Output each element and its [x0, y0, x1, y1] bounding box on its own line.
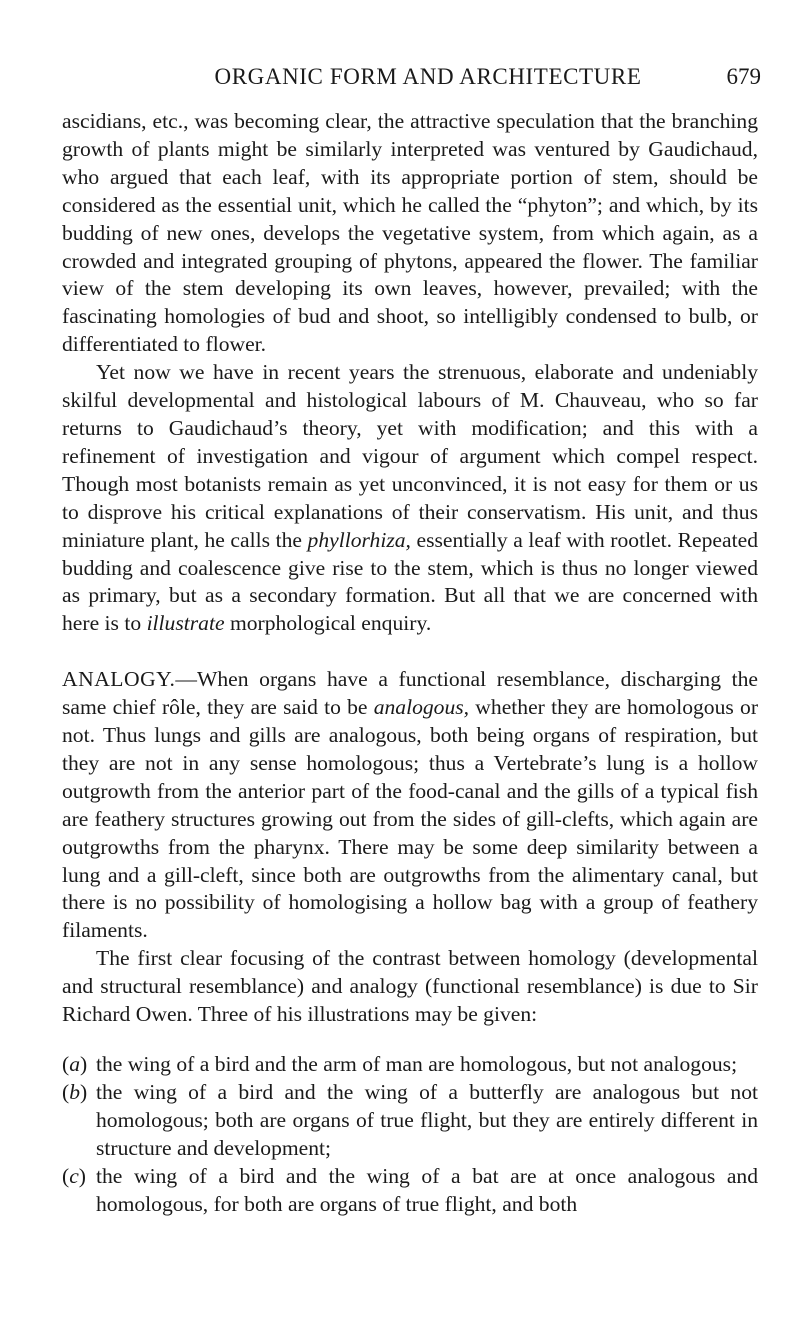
paragraph-analogy-text-a: —When organs have a functional resemblance, discharging the same chief rôle, they are said to be — [62, 667, 758, 720]
owen-illustrations-list — [62, 1051, 758, 1218]
paragraph-2 — [62, 359, 758, 638]
paragraph-2-text-c: morphological enquiry. — [224, 611, 432, 636]
list-item-text: the wing of a bird and the wing of a butterfly are analogous but not homologous; both are organs of true flight, but they are entirely different in structure and development; — [96, 1079, 758, 1160]
paragraph-analogy-text-b: whether they are homologous or not. Thus lungs and gills are analogous, both being organs of respiration, but they are not in any sense homologous; thus a Vertebrate’s lung is a hollow outgrowth from the anterior part of the food-canal and the gills of a typical fish are feathery structures growing out from the sides of gill-clefts, which again are outgrowths from the pharynx. There may be some deep similarity between a lung and a gill-cleft, since both are outgrowths from the alimentary canal, but there is no possibility of homologising a hollow bag with a group of feathery filaments. — [62, 695, 759, 943]
running-head: ORGANIC FORM AND ARCHITECTURE — [214, 64, 642, 89]
page-number: 679 — [726, 64, 761, 89]
list-item-label: (c) — [62, 1163, 86, 1188]
paragraph-2-text-b: essentially a leaf with rootlet. Repeated budding and coalescence give rise to the stem, which is thus no longer viewed as primary, but as a secondary formation. But all that we are concerned with here is to — [62, 527, 758, 636]
list-item — [62, 1163, 758, 1219]
paragraph-1: ascidians, etc., was becoming clear, the attractive speculation that the branching growth of plants might be similarly interpreted was ventured by Gaudichaud, who argued that each leaf, with its appropriate portion of stem, should be considered as the essential unit, which he called the “phyton”; and which, by its budding of new ones, develops the vegetative system, from which again, as a crowded and integrated grouping of phytons, appeared the flower. The familiar view of the stem developing its own leaves, however, prevailed; with the fascinating homologies of bud and shoot, so intelligibly condensed to bulb, or differentiated to flower. — [62, 109, 758, 357]
list-item-text: the wing of a bird and the wing of a bat are at once analogous and homologous, for both are organs of true flight, and both — [96, 1163, 758, 1216]
list-item — [62, 1079, 758, 1163]
paragraph-4: The first clear focusing of the contrast between homology (developmental and structural resemblance) and analogy (functional resemblance) is due to Sir Richard Owen. Three of his illustrations may be given: — [62, 946, 758, 1027]
term-phyllorhiza: phyllorhiza, — [307, 527, 411, 552]
page-header — [0, 64, 801, 94]
list-item-label: (b) — [62, 1079, 88, 1104]
body-text — [62, 108, 758, 1218]
list-item-text: the wing of a bird and the arm of man are homologous, but not analogous; — [96, 1052, 738, 1076]
list-item — [62, 1051, 758, 1079]
section-heading-analogy: ANALOGY. — [62, 667, 176, 692]
list-item-label: (a) — [62, 1052, 88, 1076]
term-analogous: analogous, — [373, 695, 470, 720]
paragraph-analogy — [62, 666, 758, 945]
paragraph-2-text-a: Yet now we have in recent years the strenuous, elaborate and undeniably skilful developmental and histological labours of M. Chauveau, who so far returns to Gaudichaud’s theory, yet with modification; and this with a refinement of investigation and vigour of argument which compel respect. Though most botanists remain as yet unconvinced, it is not easy for them or us to disprove his critical explanations of their conservatism. His unit, and thus miniature plant, he calls the — [62, 360, 758, 552]
emphasis-illustrate: illustrate — [146, 611, 225, 636]
